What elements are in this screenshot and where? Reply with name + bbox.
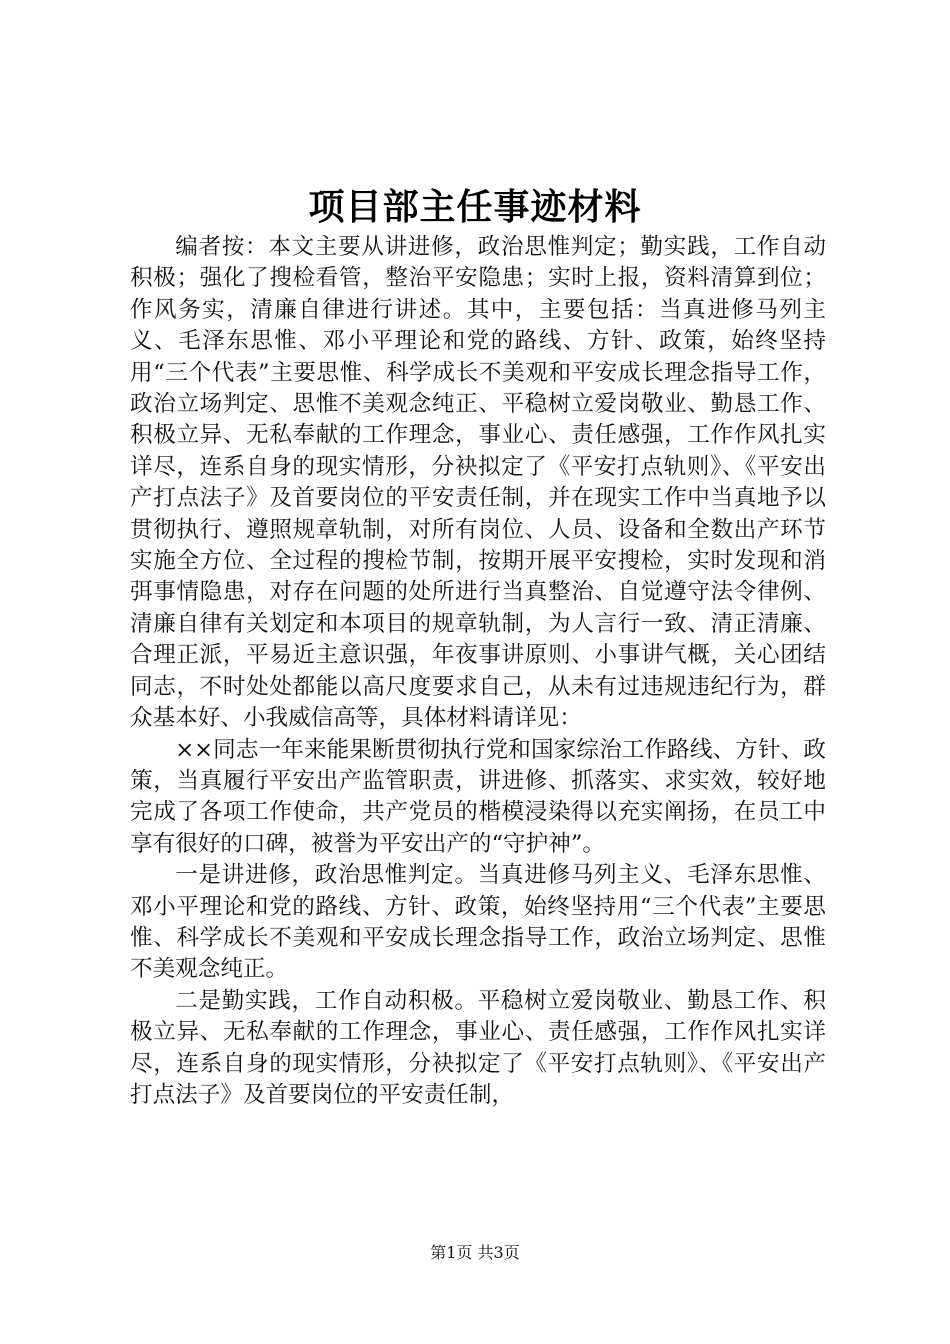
document-title: 项目部主任事迹材料: [308, 186, 642, 228]
paragraph-editor-note: 编者按：本文主要从讲进修，政治思惟判定；勤实践，工作自动积极；强化了搜检看管，整治平安隐患；实时上报，资料清算到位；作风务实，清廉自律进行讲述。其中，主要包括：当真进修马列主义、毛泽东思惟、邓小平理论和党的路线、方针、政策，始终坚持用“三个代表”主要思惟、科学成长不美观和平安成长理念指导工作，政治立场判定、思惟不美观念纯正、平稳树立爱岗敬业、勤恳工作、积极立异、无私奉献的工作理念，事业心、责任感强，工作作风扎实详尽，连系自身的现实情形，分袂拟定了《平安打点轨则》、《平安出产打点法子》及首要岗位的平安责任制，并在现实工作中当真地予以贯彻执行、遵照规章轨制，对所有岗位、人员、设备和全数出产环节实施全方位、全过程的搜检节制，按期开展平安搜检，实时发现和消弭事情隐患，对存在问题的处所进行当真整治、自觉遵守法令律例、清廉自律有关划定和本项目的规章轨制，为人言行一致、清正清廉、合理正派，平易近主意识强，年夜事讲原则、小事讲气概，关心团结同志，不时处处都能以高尺度要求自己，从未有过违规违纪行为，群众基本好、小我威信高等，具体材料请详见：: [130, 234, 826, 732]
page-number-footer: 第1页 共3页: [430, 1243, 520, 1262]
paragraph-point-one: 一是讲进修，政治思惟判定。当真进修马列主义、毛泽东思惟、邓小平理论和党的路线、方针、政策，始终坚持用“三个代表”主要思惟、科学成长不美观和平安成长理念指导工作，政治立场判定、思惟不美观念纯正。: [130, 862, 826, 983]
paragraph-intro: ××同志一年来能果断贯彻执行党和国家综治工作路线、方针、政策，当真履行平安出产监管职责，讲进修、抓落实、求实效，较好地完成了各项工作使命，共产党员的楷模浸染得以充实阐扬，在员工中享有很好的口碑，被誉为平安出产的“守护神”。: [130, 736, 826, 857]
paragraph-point-two: 二是勤实践，工作自动积极。平稳树立爱岗敬业、勤恳工作、积极立异、无私奉献的工作理念，事业心、责任感强，工作作风扎实详尽，连系自身的现实情形，分袂拟定了《平安打点轨则》、《平安出产打点法子》及首要岗位的平安责任制，: [130, 987, 826, 1108]
document-body: [130, 232, 826, 1111]
